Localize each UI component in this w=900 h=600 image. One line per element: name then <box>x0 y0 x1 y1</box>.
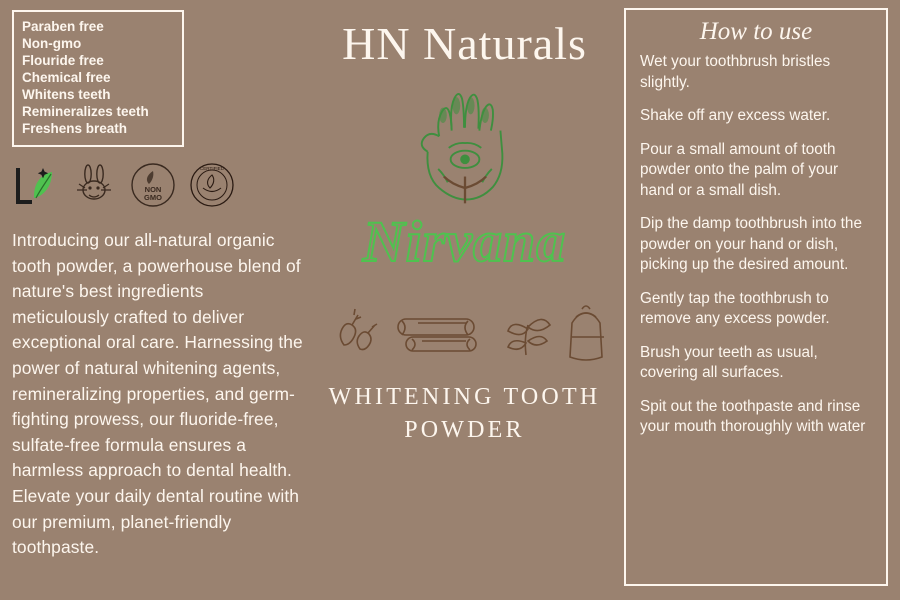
how-to-use-panel <box>624 8 888 586</box>
how-to-use-step: Wet your toothbrush bristles slightly. <box>640 53 831 91</box>
how-to-use-step: Pour a small amount of tooth powder onto the palm of your hand or a small dish. <box>640 140 839 199</box>
claim-item: Freshens breath <box>22 121 128 136</box>
brand-title: HN Naturals <box>342 18 587 69</box>
hamsa-logo <box>312 76 617 211</box>
claim-item: Paraben free <box>22 19 104 34</box>
claim-item: Flouride free <box>22 53 104 68</box>
claims-list <box>22 18 174 137</box>
vegan-leaf-badge <box>12 162 58 208</box>
claim-item: Non-gmo <box>22 36 82 51</box>
center-column <box>312 0 617 600</box>
how-to-use-title: How to use <box>699 18 813 45</box>
nirvana-wordmark <box>312 205 617 279</box>
certification-badges <box>12 158 242 212</box>
cruelty-free-bunny-badge <box>71 162 117 208</box>
product-type-line-2: POWDER <box>404 417 525 443</box>
how-to-use-steps <box>640 52 872 438</box>
product-type-line-1: WHITENING TOOTH <box>328 384 601 410</box>
how-to-use-step: Brush your teeth as usual, covering all surfaces. <box>640 343 818 381</box>
claims-box <box>12 10 184 147</box>
how-to-use-step: Spit out the toothpaste and rinse your mouth thoroughly with water <box>640 397 866 435</box>
claim-item: Whitens teeth <box>22 87 111 102</box>
svg-text:GMO: GMO <box>144 193 162 202</box>
claim-item: Chemical free <box>22 70 111 85</box>
svg-text:CERTIFIED: CERTIFIED <box>199 166 225 171</box>
left-column <box>0 0 312 600</box>
certified-seal-badge <box>189 162 235 208</box>
non-gmo-badge <box>130 162 176 208</box>
nirvana-wordmark-text: Nirvana <box>362 209 567 274</box>
product-description: Introducing our all-natural organic tooth powder, a powerhouse blend of nature's best ingredients meticulously crafted to deliver exceptional oral care. Harnessing the power of natural whitening agents, remineralizing properties, and germ-fighting prowess, our fluoride-free, sulfate-free formula ensures a harmless approach to dental health. Elevate your daily dental routine with our premium, planet-friendly toothpaste. <box>12 230 303 558</box>
claim-item: Remineralizes teeth <box>22 104 149 119</box>
product-type-label <box>312 381 617 447</box>
ingredients-illustration <box>312 281 617 367</box>
svg-text:NON: NON <box>144 185 162 194</box>
how-to-use-step: Gently tap the toothbrush to remove any excess powder. <box>640 289 830 327</box>
how-to-use-step: Dip the damp toothbrush into the powder on your hand or dish, picking up the desired amount. <box>640 215 862 273</box>
how-to-use-step: Shake off any excess water. <box>640 107 831 124</box>
